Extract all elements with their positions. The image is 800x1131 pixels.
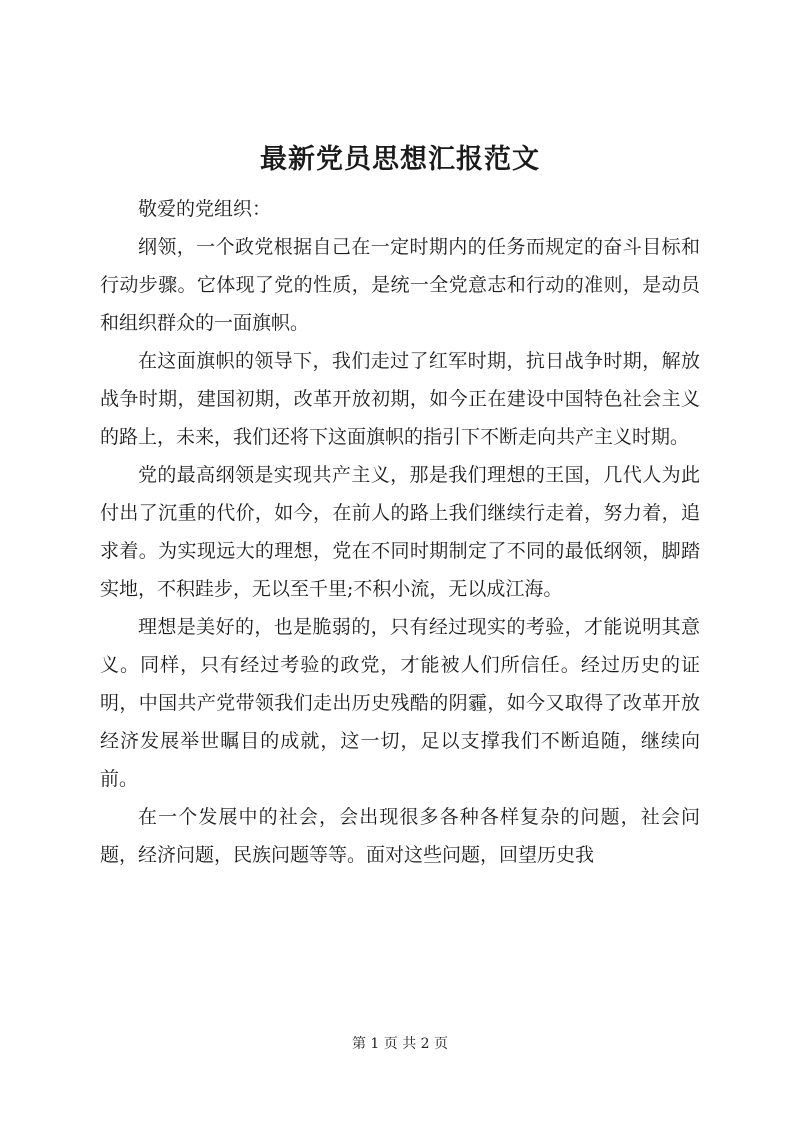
document-body [100, 190, 700, 874]
document-title: 最新党员思想汇报范文 [260, 144, 540, 175]
paragraph-2: 在这面旗帜的领导下，我们走过了红军时期，抗日战争时期，解放战争时期，建国初期，改革开放初期，如今正在建设中国特色社会主义的路上，未来，我们还将下这面旗帜的指引下不断走向共产主义时期。 [100, 350, 700, 448]
paragraph-5: 在一个发展中的社会，会出现很多各种各样复杂的问题，社会问题，经济问题，民族问题等等。面对这些问题，回望历史我 [100, 806, 700, 866]
page-footer: 第 1 页 共 2 页 [351, 1036, 449, 1052]
paragraph-4: 理想是美好的，也是脆弱的，只有经过现实的考验，才能说明其意义。同样，只有经过考验的政党，才能被人们所信任。经过历史的证明，中国共产党带领我们走出历史残酷的阴霾，如今又取得了改革开放经济发展举世瞩目的成就，这一切，足以支撑我们不断追随，继续向前。 [100, 616, 700, 790]
salutation: 敬爱的党组织： [138, 198, 272, 220]
paragraph-3: 党的最高纲领是实现共产主义，那是我们理想的王国，几代人为此付出了沉重的代价，如今，在前人的路上我们继续行走着，努力着，追求着。为实现远大的理想，党在不同时期制定了不同的最低纲领，脚踏实地，不积跬步，无以至千里;不积小流，无以成江海。 [100, 464, 700, 600]
paragraph-1: 纲领，一个政党根据自己在一定时期内的任务而规定的奋斗目标和行动步骤。它体现了党的性质，是统一全党意志和行动的准则，是动员和组织群众的一面旗帜。 [100, 236, 700, 334]
